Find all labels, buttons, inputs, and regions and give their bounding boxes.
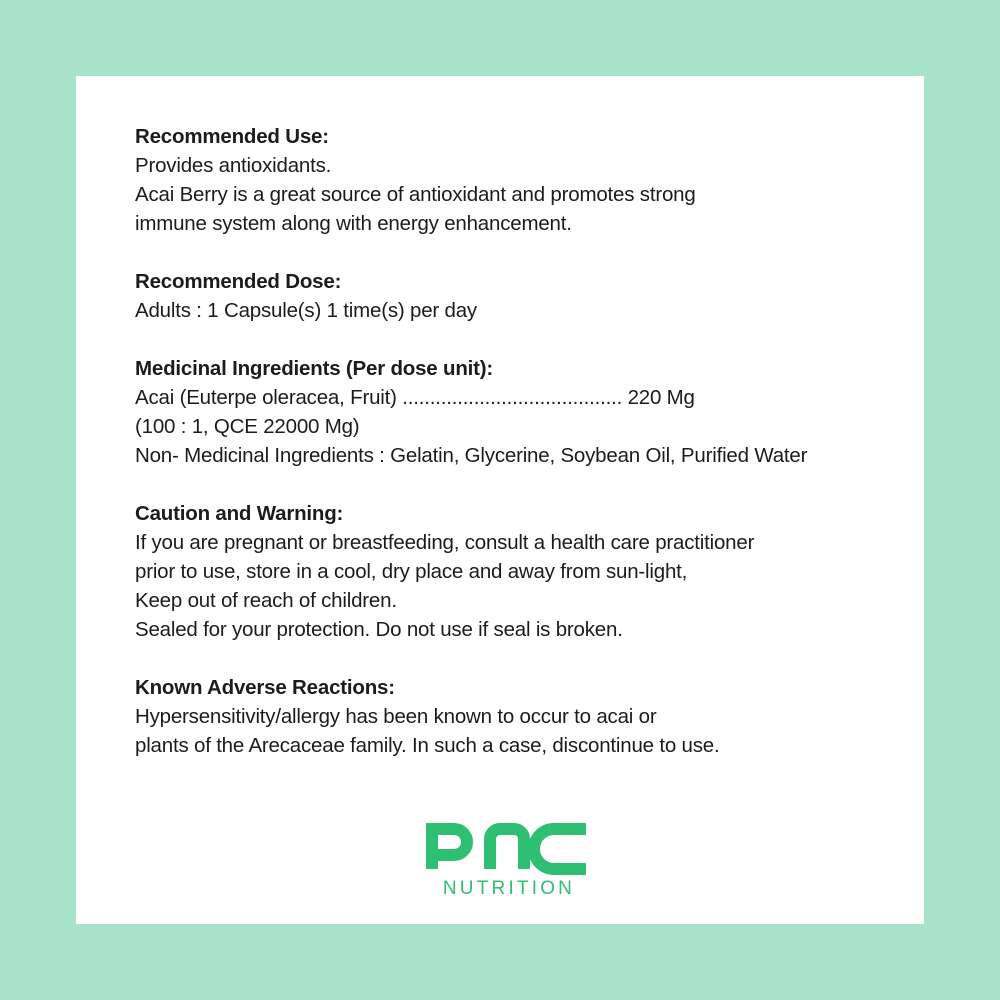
- section-line: Non- Medicinal Ingredients : Gelatin, Glycerine, Soybean Oil, Purified Water: [135, 444, 808, 467]
- section-adverse-reactions: [135, 673, 905, 760]
- section-line: Adults : 1 Capsule(s) 1 time(s) per day: [135, 299, 477, 322]
- section-line: Provides antioxidants.: [135, 154, 332, 177]
- logo-tagline: NUTRITION: [442, 878, 576, 899]
- section-line: (100 : 1, QCE 22000 Mg): [135, 415, 360, 438]
- pnc-logo-mark: [424, 821, 594, 877]
- section-heading: Caution and Warning:: [135, 502, 344, 525]
- section-recommended-dose: [135, 267, 905, 325]
- section-line: Acai Berry is a great source of antioxidant and promotes strong: [135, 183, 696, 206]
- section-line: prior to use, store in a cool, dry place and away from sun-light,: [135, 560, 688, 583]
- section-recommended-use: [135, 122, 905, 238]
- section-line: If you are pregnant or breastfeeding, consult a health care practitioner: [135, 531, 755, 554]
- section-line: Hypersensitivity/allergy has been known to occur to acai or: [135, 705, 657, 728]
- section-heading: Known Adverse Reactions:: [135, 676, 395, 699]
- section-line: Sealed for your protection. Do not use if seal is broken.: [135, 618, 623, 641]
- section-line: Acai (Euterpe oleracea, Fruit) ........................................ 220 Mg: [135, 386, 695, 409]
- section-medicinal-ingredients: [135, 354, 905, 470]
- label-panel: [76, 76, 924, 924]
- section-heading: Recommended Use:: [135, 125, 329, 148]
- section-heading: Medicinal Ingredients (Per dose unit):: [135, 357, 494, 380]
- section-heading: Recommended Dose:: [135, 270, 342, 293]
- section-line: plants of the Arecaceae family. In such a case, discontinue to use.: [135, 734, 720, 757]
- section-caution-warning: [135, 499, 905, 644]
- pnc-nutrition-logo: [424, 821, 594, 911]
- section-line: immune system along with energy enhancement.: [135, 212, 572, 235]
- label-content: [135, 122, 905, 789]
- section-line: Keep out of reach of children.: [135, 589, 397, 612]
